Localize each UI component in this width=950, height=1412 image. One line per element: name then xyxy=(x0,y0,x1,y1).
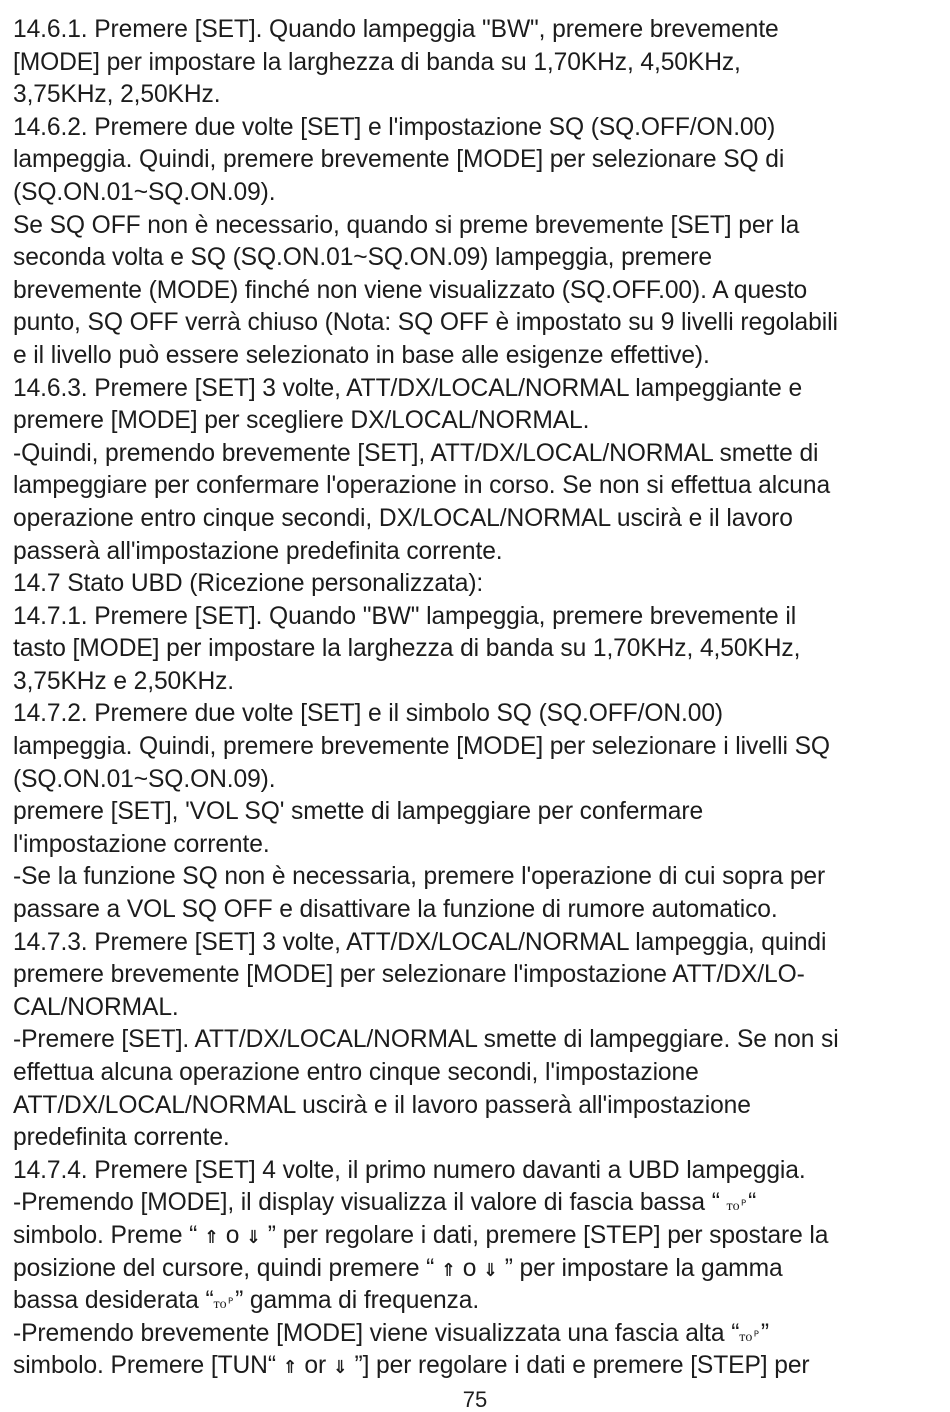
text-line: (SQ.ON.01~SQ.ON.09). xyxy=(13,765,276,793)
text-line: lampeggia. Quindi, premere brevemente [MODE] per selezionare i livelli SQ xyxy=(13,733,830,761)
text-line xyxy=(13,1318,943,1351)
text-line xyxy=(13,1350,943,1383)
text-line: 14.6.2. Premere due volte [SET] e l'impostazione SQ (SQ.OFF/ON.00) xyxy=(13,113,776,141)
text-line: 3,75KHz, 2,50KHz. xyxy=(13,81,221,109)
text-segment: -Premendo brevemente [MODE] viene visualizzata una fascia alta “ xyxy=(13,1319,740,1347)
top-symbol-icon: ᴛᴏᴾ xyxy=(213,1296,236,1313)
text-line: lampeggiare per confermare l'operazione in corso. Se non si effettua alcuna xyxy=(13,472,831,500)
text-line xyxy=(13,1253,943,1286)
text-segment: “ xyxy=(748,1189,757,1217)
text-segment: -Premendo [MODE], il display visualizza il valore di fascia bassa “ xyxy=(13,1189,727,1217)
text-line: passare a VOL SQ OFF e disattivare la funzione di rumore automatico. xyxy=(13,896,778,924)
text-line: brevemente (MODE) finché non viene visualizzato (SQ.OFF.00). A questo xyxy=(13,276,808,304)
text-line: punto, SQ OFF verrà chiuso (Nota: SQ OFF è impostato su 9 livelli regolabili xyxy=(13,309,838,337)
text-segment: o xyxy=(455,1254,484,1282)
text-line: 3,75KHz e 2,50KHz. xyxy=(13,667,235,695)
text-line xyxy=(13,1220,943,1253)
text-segment: posizione del cursore, quindi premere “ xyxy=(13,1254,441,1282)
arrow-up-icon: ⇑ xyxy=(440,1259,456,1281)
text-line: premere [SET], 'VOL SQ' smette di lampeggiare per confermare xyxy=(13,798,704,826)
document-body xyxy=(13,14,943,1383)
text-line: 14.7.3. Premere [SET] 3 volte, ATT/DX/LOCAL/NORMAL lampeggia, quindi xyxy=(13,928,827,956)
text-segment: ” xyxy=(760,1319,769,1347)
section-heading: 14.7 Stato UBD (Ricezione personalizzata): xyxy=(13,570,484,598)
text-line: predefinita corrente. xyxy=(13,1124,230,1152)
text-line: (SQ.ON.01~SQ.ON.09). xyxy=(13,178,276,206)
arrow-down-icon: ⇓ xyxy=(483,1259,498,1281)
text-line: ATT/DX/LOCAL/NORMAL uscirà e il lavoro passerà all'impostazione xyxy=(13,1091,751,1119)
text-segment: ” per impostare la gamma xyxy=(498,1254,783,1282)
text-line: lampeggia. Quindi, premere brevemente [MODE] per selezionare SQ di xyxy=(13,146,785,174)
text-segment: o xyxy=(219,1221,247,1249)
text-line: 14.6.1. Premere [SET]. Quando lampeggia "BW", premere brevemente xyxy=(13,16,779,43)
text-line: seconda volta e SQ (SQ.ON.01~SQ.ON.09) lampeggia, premere xyxy=(13,244,712,272)
text-line: -Premere [SET]. ATT/DX/LOCAL/NORMAL smette di lampeggiare. Se non si xyxy=(13,1026,839,1054)
text-line: 14.7.1. Premere [SET]. Quando "BW" lampeggia, premere brevemente il xyxy=(13,602,797,630)
text-line: Se SQ OFF non è necessario, quando si preme brevemente [SET] per la xyxy=(13,211,800,239)
text-segment: ”] per regolare i dati e premere [STEP] per xyxy=(347,1352,810,1380)
text-segment: simbolo. Premere [TUN“ xyxy=(13,1352,283,1380)
text-line: passerà all'impostazione predefinita corrente. xyxy=(13,537,503,565)
arrow-down-icon: ⇓ xyxy=(332,1357,348,1379)
text-line: -Se la funzione SQ non è necessaria, premere l'operazione di cui sopra per xyxy=(13,863,826,891)
text-line: premere [MODE] per scegliere DX/LOCAL/NORMAL. xyxy=(13,407,590,435)
text-line: CAL/NORMAL. xyxy=(13,993,179,1021)
arrow-up-icon: ⇑ xyxy=(204,1226,219,1248)
text-segment: ” gamma di frequenza. xyxy=(235,1287,480,1315)
text-line: 14.6.3. Premere [SET] 3 volte, ATT/DX/LOCAL/NORMAL lampeggiante e xyxy=(13,374,803,402)
top-symbol-icon: ᴛᴏᴾ xyxy=(726,1198,749,1215)
arrow-down-icon: ⇓ xyxy=(246,1226,262,1248)
arrow-up-icon: ⇑ xyxy=(282,1357,298,1379)
top-symbol-icon: ᴛᴏᴾ xyxy=(739,1328,761,1345)
text-line: l'impostazione corrente. xyxy=(13,830,270,858)
text-segment: ” per regolare i dati, premere [STEP] per spostare la xyxy=(261,1221,829,1249)
text-line xyxy=(13,1285,943,1318)
text-line: operazione entro cinque secondi, DX/LOCAL/NORMAL uscirà e il lavoro xyxy=(13,504,793,532)
page-number: 75 xyxy=(462,1387,488,1412)
text-line: tasto [MODE] per impostare la larghezza di banda su 1,70KHz, 4,50KHz, xyxy=(13,635,801,663)
text-line: effettua alcuna operazione entro cinque secondi, l'impostazione xyxy=(13,1059,699,1086)
text-line: 14.7.4. Premere [SET] 4 volte, il primo numero davanti a UBD lampeggia. xyxy=(13,1156,806,1184)
text-line: e il livello può essere selezionato in base alle esigenze effettive). xyxy=(13,341,710,369)
text-segment: or xyxy=(297,1352,333,1380)
text-segment: simbolo. Preme “ xyxy=(13,1221,205,1249)
text-segment: bassa desiderata “ xyxy=(13,1287,214,1315)
text-line: premere brevemente [MODE] per selezionare l'impostazione ATT/DX/LO- xyxy=(13,961,805,989)
text-line xyxy=(13,1187,943,1220)
text-line: [MODE] per impostare la larghezza di banda su 1,70KHz, 4,50KHz, xyxy=(13,48,741,76)
text-line: -Quindi, premendo brevemente [SET], ATT/DX/LOCAL/NORMAL smette di xyxy=(13,439,819,467)
text-line: 14.7.2. Premere due volte [SET] e il simbolo SQ (SQ.OFF/ON.00) xyxy=(13,700,724,728)
